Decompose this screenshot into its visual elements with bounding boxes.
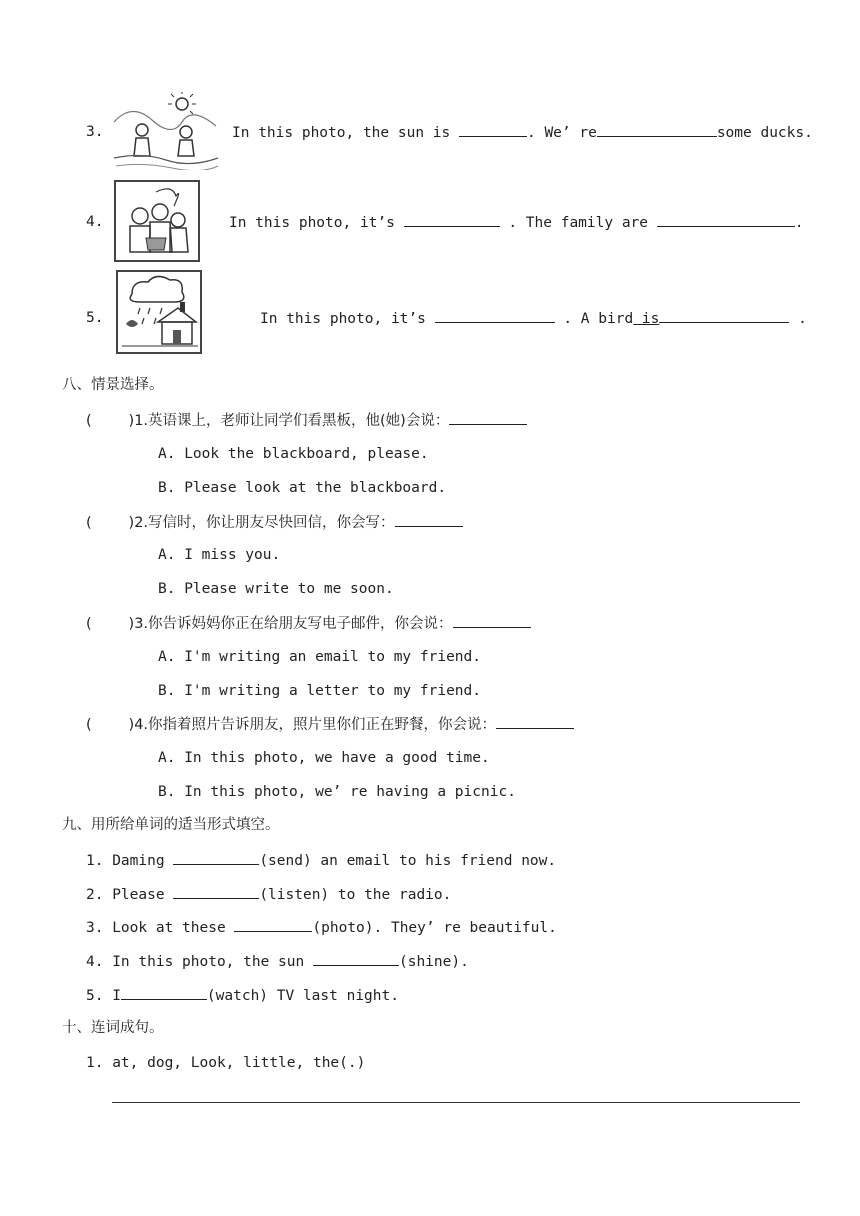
answer-blank[interactable] — [395, 512, 463, 527]
word-order-item-1: 1. at, dog, Look, little, the(.) — [86, 1055, 366, 1071]
answer-blank[interactable] — [313, 951, 399, 966]
answer-blank[interactable] — [459, 122, 527, 137]
answer-blank[interactable] — [449, 410, 527, 425]
option-b: B. I'm writing a letter to my friend. — [158, 683, 482, 699]
answer-blank[interactable] — [657, 212, 795, 227]
answer-blank[interactable] — [597, 122, 717, 137]
option-a: A. In this photo, we have a good time. — [158, 750, 490, 766]
option-b: B. Please write to me soon. — [158, 581, 394, 597]
answer-paren[interactable]: ( ) — [86, 616, 135, 632]
answer-blank[interactable] — [173, 884, 259, 899]
question-text: In this photo, it’s . A bird is . — [260, 308, 807, 329]
question-prompt: ( )3.你告诉妈妈你正在给朋友写电子邮件，你会说： — [86, 613, 531, 634]
question-number: 3. — [86, 124, 104, 140]
fill-item-5: 5. I (watch) TV last night. — [86, 985, 399, 1006]
option-a: A. Look the blackboard, please. — [158, 446, 429, 462]
fill-item-2: 2. Please (listen) to the radio. — [86, 884, 451, 905]
answer-line[interactable] — [112, 1102, 800, 1103]
answer-paren[interactable]: ( ) — [86, 515, 135, 531]
answer-blank[interactable] — [121, 985, 207, 1000]
fill-item-3: 3. Look at these (photo). They’ re beautiful. — [86, 917, 557, 938]
answer-blank[interactable] — [659, 308, 789, 323]
answer-blank[interactable] — [234, 917, 312, 932]
option-b: B. In this photo, we’ re having a picnic. — [158, 784, 516, 800]
section-8-title: 八、情景选择。 — [62, 377, 164, 393]
answer-blank[interactable] — [496, 714, 574, 729]
answer-blank[interactable] — [173, 850, 259, 865]
answer-paren[interactable]: ( ) — [86, 717, 135, 733]
answer-blank[interactable] — [453, 613, 531, 628]
question-prompt: ( )4.你指着照片告诉朋友，照片里你们正在野餐，你会说： — [86, 714, 574, 735]
fill-item-4: 4. In this photo, the sun (shine). — [86, 951, 469, 972]
answer-paren[interactable]: ( ) — [86, 413, 135, 429]
sunny-ducks-picture — [112, 92, 220, 170]
option-b: B. Please look at the blackboard. — [158, 480, 447, 496]
answer-blank[interactable] — [435, 308, 555, 323]
family-picture — [114, 180, 200, 262]
question-number: 4. — [86, 214, 104, 230]
question-prompt: ( )2.写信时，你让朋友尽快回信，你会写： — [86, 512, 463, 533]
section-10-title: 十、连词成句。 — [62, 1020, 164, 1036]
option-a: A. I miss you. — [158, 547, 281, 563]
question-prompt: ( )1.英语课上，老师让同学们看黑板，他(她)会说： — [86, 410, 527, 431]
question-text: In this photo, it’s . The family are . — [229, 212, 803, 233]
answer-blank[interactable] — [404, 212, 500, 227]
rainy-house-picture — [116, 270, 202, 354]
question-number: 5. — [86, 310, 104, 326]
option-a: A. I'm writing an email to my friend. — [158, 649, 482, 665]
section-9-title: 九、用所给单词的适当形式填空。 — [62, 817, 280, 833]
fill-item-1: 1. Daming (send) an email to his friend now. — [86, 850, 556, 871]
question-text: In this photo, the sun is . We’ re some ducks. — [232, 122, 813, 143]
